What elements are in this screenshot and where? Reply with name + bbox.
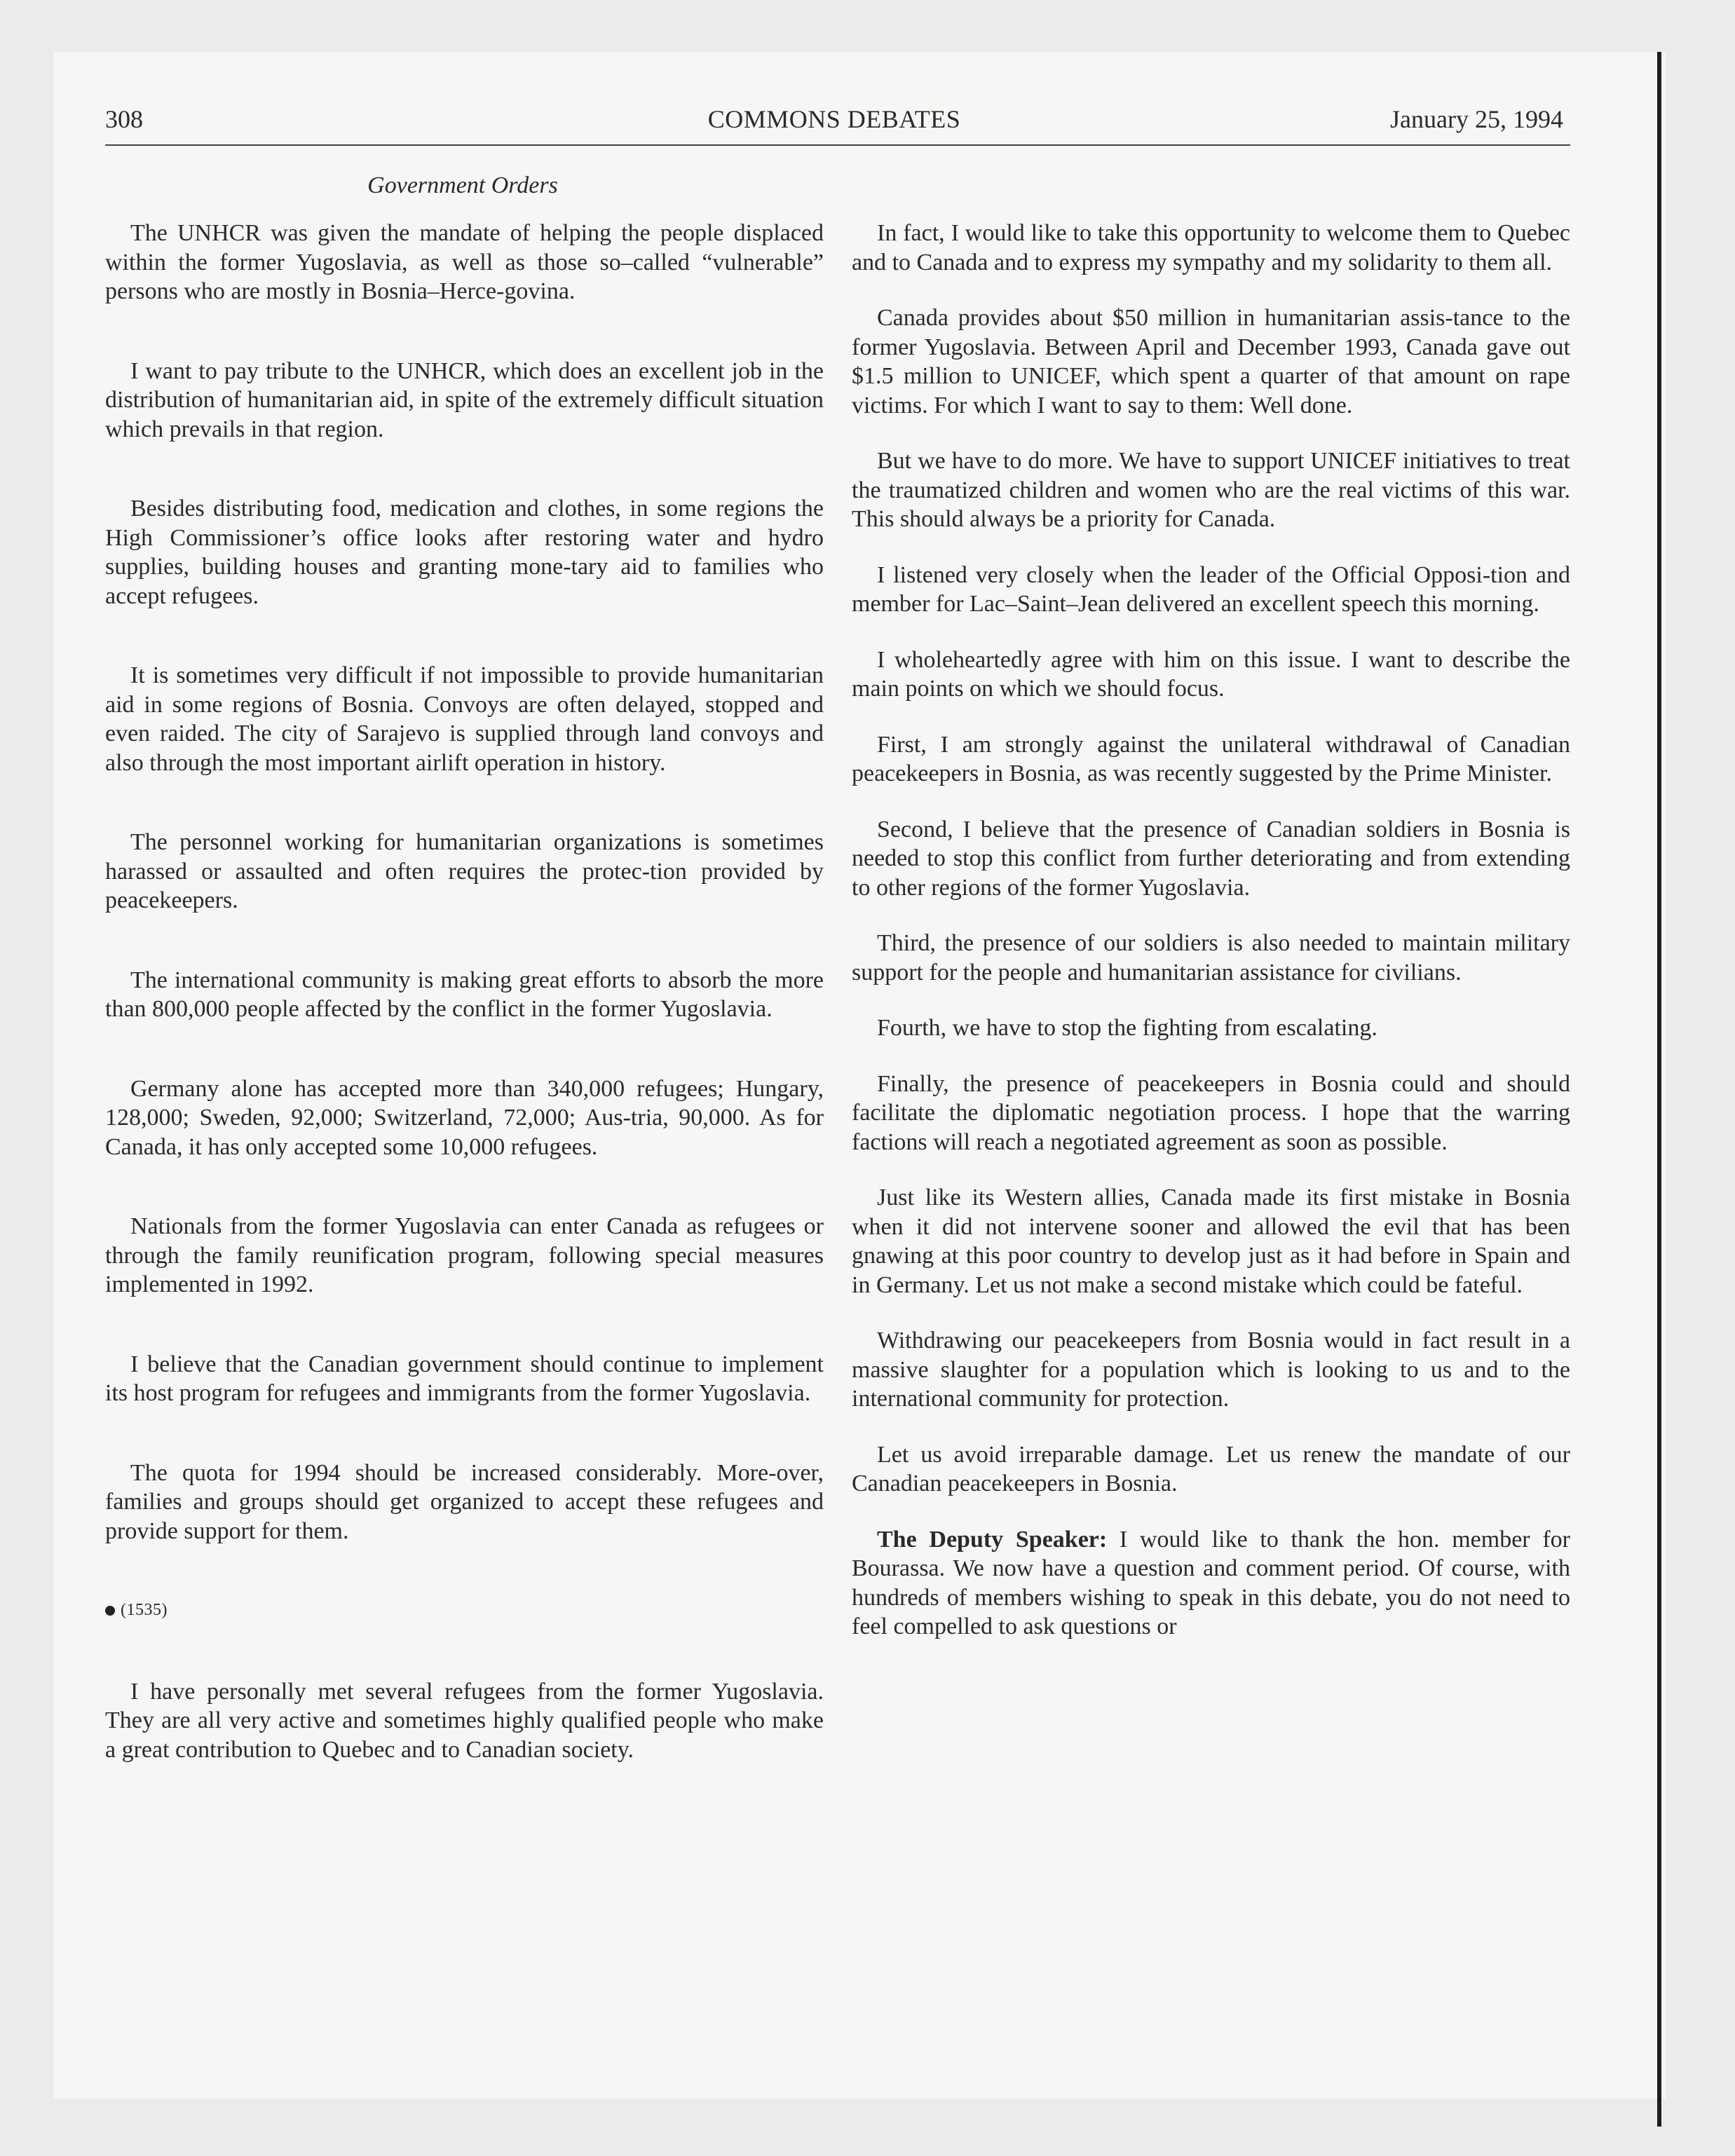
paragraph: But we have to do more. We have to support UNICEF initiatives to treat the traumatized children and women who are the real victims of this war. This should always be a priority for Canada.: [852, 448, 1570, 532]
paragraph: Just like its Western allies, Canada made its first mistake in Bosnia when it did not intervene sooner and allowed the evil that has been gnawing at this poor country to develop just as it had before in Spain and in Germany. Let us not make a second mistake which could be fateful.: [852, 1185, 1570, 1298]
speaker-text: I would like to thank the hon. member for Bourassa. We now have a question and comment period. Of course, with hundreds of members wishing to speak in this debate, you do not need to feel compelled to ask questions or: [852, 1526, 1570, 1639]
paragraph: Withdrawing our peacekeepers from Bosnia would in fact result in a massive slaughter for a population which is looking to us and to the international community for protection.: [852, 1328, 1570, 1412]
paragraph: Let us avoid irreparable damage. Let us renew the mandate of our Canadian peacekeepers in Bosnia.: [852, 1441, 1570, 1496]
paragraph: I want to pay tribute to the UNHCR, which does an excellent job in the distribution of humanitarian aid, in spite of the extremely difficult situation which prevails in that region.: [105, 357, 824, 442]
paragraph: Besides distributing food, medication and clothes, in some regions the High Commissioner’s office looks after restoring water and hydro supplies, building houses and granting mone-tary aid to families who accept refugees.: [105, 496, 824, 609]
speaker-paragraph: [852, 1525, 1570, 1642]
speaker-name: The Deputy Speaker:: [877, 1526, 1108, 1553]
paragraph: Second, I believe that the presence of Canadian soldiers in Bosnia is needed to stop this conflict from further deteriorating and from extending to other regions of the former Yugoslavia.: [852, 816, 1570, 901]
paragraph: The UNHCR was given the mandate of helping the people displaced within the former Yugoslavia, as well as those so–called “vulnerable” persons who are mostly in Bosnia–Herce-govina.: [105, 220, 824, 304]
section-title: Government Orders: [367, 172, 558, 198]
page-number: 308: [105, 105, 143, 133]
paragraph: The international community is making great efforts to absorb the more than 800,000 people affected by the conflict in the former Yugoslavia.: [105, 967, 824, 1022]
paragraph: I wholeheartedly agree with him on this issue. I want to describe the main points on which we should focus.: [852, 646, 1570, 702]
publication-title: COMMONS DEBATES: [707, 105, 961, 133]
bullet-icon: [105, 1606, 115, 1616]
paragraph: I listened very closely when the leader of the Official Opposi-tion and member for Lac–Saint–Jean delivered an excellent speech this morning.: [852, 561, 1570, 617]
paragraph: I have personally met several refugees from the former Yugoslavia. They are all very active and sometimes highly qualified people who make a great contribution to Quebec and to Canadian society.: [105, 1678, 824, 1763]
time-marker: [105, 1596, 824, 1625]
time-marker-text: (1535): [121, 1601, 168, 1619]
paragraph: Nationals from the former Yugoslavia can enter Canada as refugees or through the family reunification program, following special measures implemented in 1992.: [105, 1213, 824, 1297]
page-edge-rule: [1657, 52, 1661, 2127]
paragraph: Fourth, we have to stop the fighting from escalating.: [877, 1015, 1377, 1041]
page-header: [105, 98, 1563, 140]
paragraph: Canada provides about $50 million in humanitarian assis-tance to the former Yugoslavia. Between April and December 1993, Canada gave out $1.5 million to UNICEF, which spent a quarter of that amount on rape victims. For which I want to say to them: Well done.: [852, 305, 1570, 418]
paragraph: Germany alone has accepted more than 340,000 refugees; Hungary, 128,000; Sweden, 92,000; Switzerland, 72,000; Aus-tria, 90,000. As for Canada, it has only accepted some 10,000 refugees.: [105, 1075, 824, 1160]
paragraph: In fact, I would like to take this opportunity to welcome them to Quebec and to Canada and to express my sympathy and my solidarity to them all.: [852, 220, 1570, 275]
paragraph: Third, the presence of our soldiers is also needed to maintain military support for the people and humanitarian assistance for civilians.: [852, 930, 1570, 985]
header-divider: [105, 144, 1570, 146]
left-column: [105, 219, 824, 1815]
paragraph: I believe that the Canadian government should continue to implement its host program for refugees and immigrants from the former Yugoslavia.: [105, 1351, 824, 1406]
paragraph: Finally, the presence of peacekeepers in Bosnia could and should facilitate the diplomatic negotiation process. I hope that the warring factions will reach a negotiated agreement as soon as possible.: [852, 1070, 1570, 1155]
paragraph: First, I am strongly against the unilateral withdrawal of Canadian peacekeepers in Bosnia, as was recently suggested by the Prime Minister.: [852, 731, 1570, 786]
paragraph: The personnel working for humanitarian organizations is sometimes harassed or assaulted and often requires the protec-tion provided by peacekeepers.: [105, 829, 824, 913]
publication-date: January 25, 1994: [1390, 105, 1563, 133]
paragraph: The quota for 1994 should be increased considerably. More-over, families and groups should get organized to accept these refugees and provide support for them.: [105, 1459, 824, 1544]
paragraph: It is sometimes very difficult if not impossible to provide humanitarian aid in some regions of Bosnia. Convoys are often delayed, stopped and even raided. The city of Sarajevo is supplied through land convoys and also through the most important airlift operation in history.: [105, 662, 824, 776]
right-column: [852, 219, 1570, 1668]
